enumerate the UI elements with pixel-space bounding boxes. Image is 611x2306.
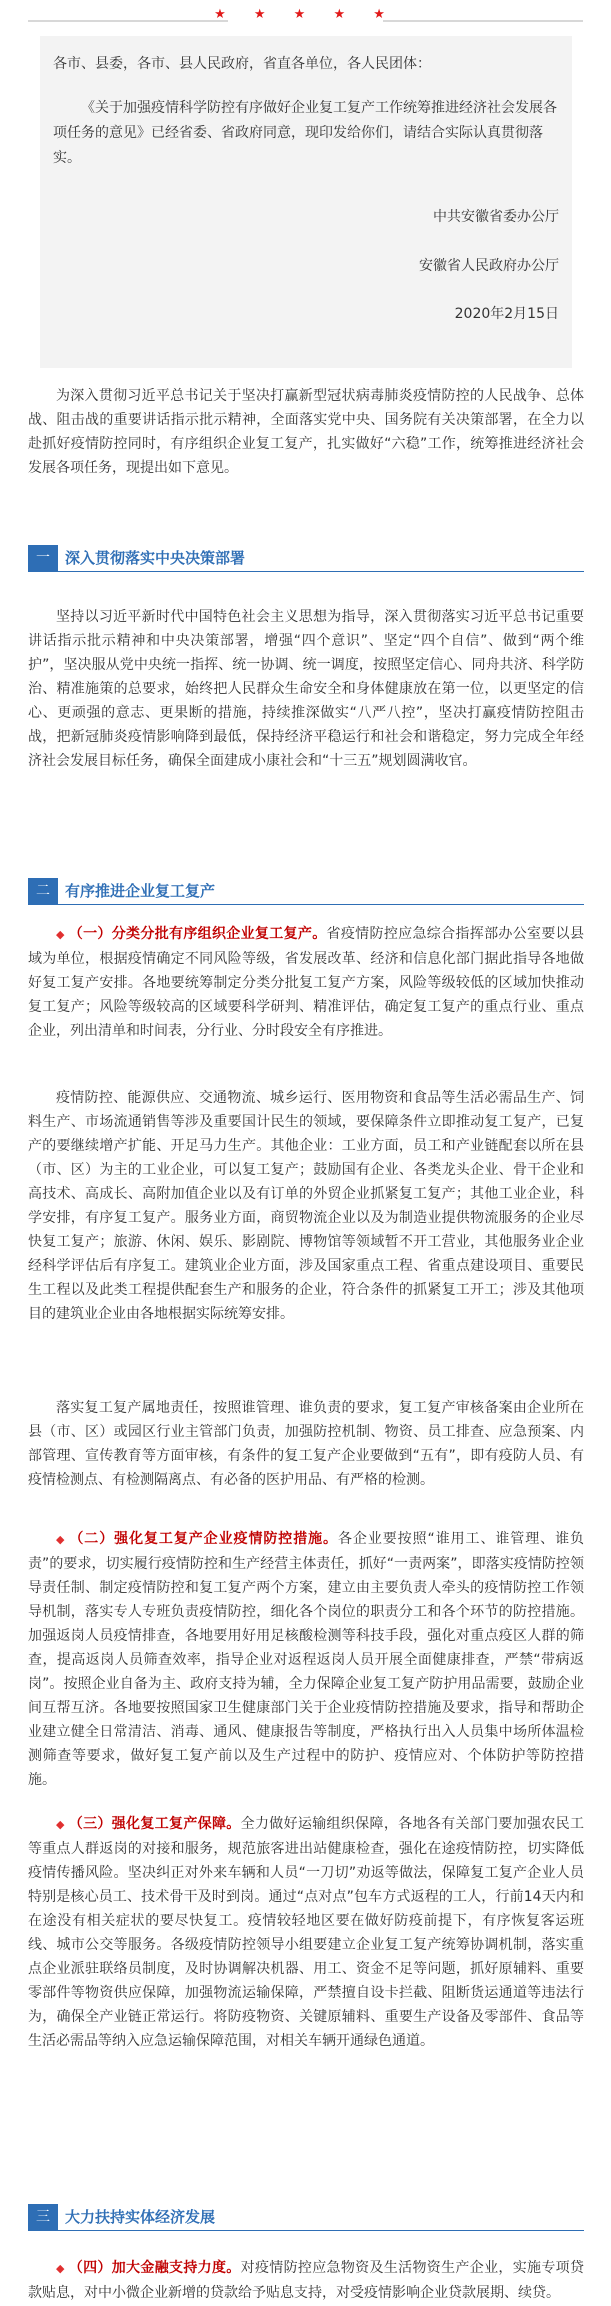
section-number: 二 xyxy=(28,878,58,904)
section-header-1 xyxy=(28,545,584,572)
header-ornament xyxy=(0,0,611,26)
notice-signer-2: 安徽省人民政府办公厅 xyxy=(419,258,559,274)
section-1-paragraph: 坚持以习近平新时代中国特色社会主义思想为指导，深入贯彻落实习近平总书记重要讲话指示批示精神和中央决策部署，增强“四个意识”、坚定“四个自信”、做到“两个维护”，坚决服从党中央统一指挥、统一协调、统一调度，按照坚定信心、同舟共济、科学防治、精准施策的总要求，始终把人民群众生命安全和身体健康放在第一位，以更坚定的信心、更顽强的意志、更果断的措施，持续推深做实“八严八控”，坚决打赢疫情防控阻击战，把新冠肺炎疫情影响降到最低，保持经济平稳运行和社会和谐稳定，努力完成全年经济社会发展目标任务，确保全面建成小康社会和“十三五”规划圆满收官。 xyxy=(28,609,584,769)
notice-date: 2020年2月15日 xyxy=(454,306,559,322)
item-1-text: 省疫情防控应急综合指挥部办公室要以县域为单位，根据疫情确定不同风险等级，省发展改革、经济和信息化部门据此指导各地做好复工复产安排。各地要统筹制定分类分批复工复产方案，风险等级较低的区域加快推动复工复产；风险等级较高的区域要科学研判、精准评估，确定复工复产的重点行业、重点企业，列出清单和时间表，分行业、分时段安全有序推进。 xyxy=(28,926,584,1039)
item-2-text: 各企业要按照“谁用工、谁管理、谁负责”的要求，切实履行疫情防控和生产经营主体责任，抓好“一责两案”，即落实疫情防控领导责任制、制定疫情防控和复工复产两个方案，建立由主要负责人牵头的疫情防控工作领导机制，落实专人专班负责疫情防控，细化各个岗位的职责分工和各个环节的防控措施。加强返岗人员疫情排查，各地要用好用足核酸检测等科技手段，强化对重点疫区人群的筛查，提高返岗人员筛查效率，指导企业对返程返岗人员开展全面健康排查，严禁“带病返岗”。按照企业自备为主、政府支持为辅，全力保障企业复工复产防护用品需要，鼓励企业间互帮互济。各地要按照国家卫生健康部门关于企业疫情防控措施及要求，指导和帮助企业建立健全日常清洁、消毒、通风、健康报告等制度，严格执行出入人员集中场所体温检测筛查等要求，做好复工复产前以及生产过程中的防护、疫情应对、个体防护等防控措施。 xyxy=(28,1531,584,1788)
item-4-text: 对疫情防控应急物资及生活物资生产企业，实施专项贷款贴息，对中小微企业新增的贷款给予贴息支持，对受疫情影响企业贷款展期、续贷。 xyxy=(28,2260,584,2301)
item-2-paragraph xyxy=(28,1527,584,1792)
header-stars: ★ ★ ★ ★ ★ xyxy=(214,7,397,22)
item-4-paragraph xyxy=(28,2256,584,2305)
section-number: 三 xyxy=(28,2204,58,2230)
notice-body: 《关于加强疫情科学防控有序做好企业复工复产工作统筹推进经济社会发展各项任务的意见》已经省委、省政府同意，现印发给你们，请结合实际认真贯彻落实。 xyxy=(53,100,557,166)
item-1-paragraph-3: 落实复工复产属地责任，按照谁管理、谁负责的要求，复工复产审核备案由企业所在县（市、区）或园区行业主管部门负责，加强防控机制、物资、员工排查、应急预案、内部管理、宣传教育等方面审核，有条件的复工复产企业要做到“五有”，即有疫防人员、有疫情检测点、有检测隔离点、有必备的医护用品、有严格的检测。 xyxy=(28,1400,584,1488)
diamond-bullet-icon: ◆ xyxy=(56,1533,66,1546)
item-1-paragraph-2: 疫情防控、能源供应、交通物流、城乡运行、医用物资和食品等生活必需品生产、饲料生产、市场流通销售等涉及重要国计民生的领域，要保障条件立即推动复工复产，已复产的要继续增产扩能、开足马力生产。其他企业：工业方面，员工和产业链配套以所在县（市、区）为主的工业企业，可以复工复产；鼓励国有企业、各类龙头企业、骨干企业和高技术、高成长、高附加值企业以及有订单的外贸企业抓紧复工复产；其他工业企业，科学安排，有序复工复产。服务业方面，商贸物流企业以及为制造业提供物流服务的企业尽快复工复产；旅游、休闲、娱乐、影剧院、博物馆等领域暂不开工营业，其他服务业企业经科学评估后有序复工。建筑业企业方面，涉及国家重点工程、省重点建设项目、重要民生工程以及此类工程提供配套生产和服务的企业，符合条件的抓紧复工开工；涉及其他项目的建筑业企业由各地根据实际统筹安排。 xyxy=(28,1090,584,1322)
item-4-lead: （四）加大金融支持力度。 xyxy=(68,2260,241,2276)
section-number: 一 xyxy=(28,545,58,571)
section-title: 深入贯彻落实中央决策部署 xyxy=(65,549,246,567)
item-3-paragraph xyxy=(28,1812,584,2053)
diamond-bullet-icon: ◆ xyxy=(56,2262,65,2275)
notice-signer-1: 中共安徽省委办公厅 xyxy=(433,209,559,225)
item-1-paragraph xyxy=(28,922,584,1043)
diamond-bullet-icon: ◆ xyxy=(56,928,65,941)
section-title: 大力扶持实体经济发展 xyxy=(65,2208,216,2226)
item-3-lead: （三）强化复工复产保障。 xyxy=(68,1816,241,1832)
section-title: 有序推进企业复工复产 xyxy=(65,882,216,900)
intro-paragraph: 为深入贯彻习近平总书记关于坚决打赢新型冠状病毒肺炎疫情防控的人民战争、总体战、阻击战的重要讲话指示批示精神，全面落实党中央、国务院有关决策部署，在全力以赴抓好疫情防控同时，有序组织企业复工复产，扎实做好“六稳”工作，统筹推进经济社会发展各项任务，现提出如下意见。 xyxy=(28,388,584,476)
section-header-3 xyxy=(28,2204,584,2231)
notice-addressee: 各市、县委，各市、县人民政府，省直各单位，各人民团体： xyxy=(53,56,431,72)
item-3-text: 全力做好运输组织保障，各地各有关部门要加强农民工等重点人群返岗的对接和服务，规范旅客进出站健康检查，强化在途疫情防控，切实降低疫情传播风险。坚决纠正对外来车辆和人员“一刀切”劝返等做法，保障复工复产企业人员特别是核心员工、技术骨干及时到岗。通过“点对点”包车方式返程的工人，行前14天内和在途没有相关症状的要尽快复工。疫情较轻地区要在做好防疫前提下，有序恢复客运班线、城市公交等服务。各级疫情防控领导小组要建立企业复工复产统筹协调机制，落实重点企业派驻联络员制度，及时协调解决机器、用工、资金不足等问题，抓好原辅料、重要零部件等物资供应保障，加强物流运输保障，严禁擅自设卡拦截、阻断货运通道等违法行为，确保全产业链正常运行。将防疫物资、关键原辅料、重要生产设备及零部件、食品等生活必需品等纳入应急运输保障范围，对相关车辆开通绿色通道。 xyxy=(28,1816,584,2049)
section-header-2 xyxy=(28,878,584,905)
item-2-lead: （二）强化复工复产企业疫情防控措施。 xyxy=(69,1531,338,1547)
item-1-lead: （一）分类分批有序组织企业复工复产。 xyxy=(68,926,327,942)
diamond-bullet-icon: ◆ xyxy=(56,1818,65,1831)
